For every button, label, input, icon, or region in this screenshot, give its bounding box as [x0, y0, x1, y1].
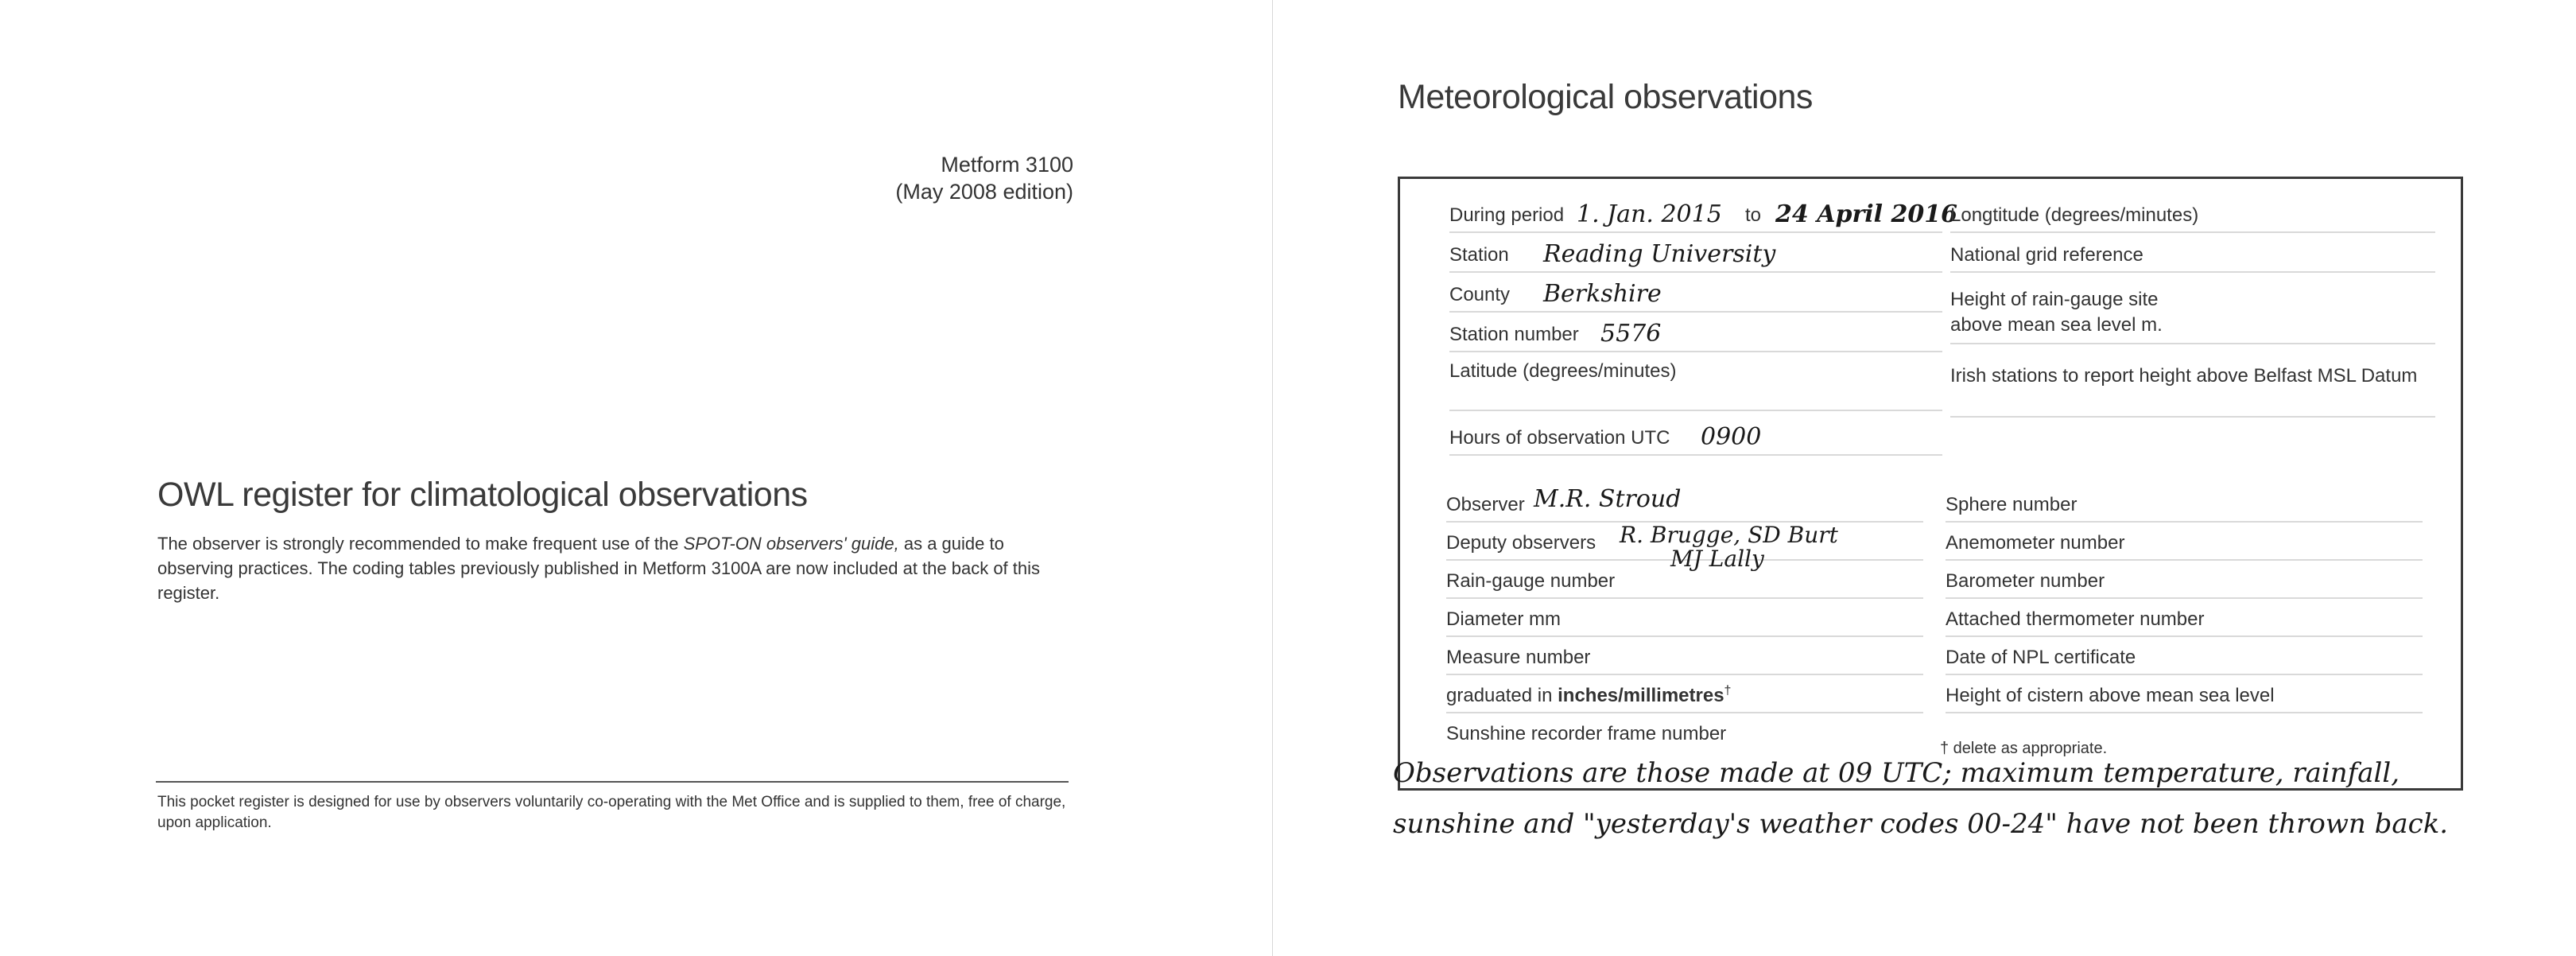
rain-height-row — [1950, 282, 2435, 344]
rain-height-line2: above mean sea level m. — [1950, 314, 2163, 336]
page-spine — [1272, 0, 1273, 956]
footnote-divider — [156, 781, 1069, 783]
thermometer-label: Attached thermometer number — [1946, 608, 2205, 630]
thermometer-row — [1946, 599, 2423, 637]
observations-note: Observations are those made at 09 UTC; maximum temperature, rainfall, sunshine and "yesterday's weather codes 00-24" have not been thrown back. — [1393, 757, 2449, 840]
station-details-form — [1398, 177, 2463, 791]
irish-label: Irish stations to report height above Belfast MSL Datum — [1950, 365, 2418, 387]
metform-number: Metform 3100 — [941, 153, 1073, 177]
anemometer-row — [1946, 523, 2423, 561]
latitude-row — [1449, 354, 1942, 411]
sphere-row — [1946, 484, 2423, 523]
page-title: Meteorological observations — [1398, 78, 1813, 116]
station-value: Reading University — [1543, 240, 1776, 268]
intro-guide-title: SPOT-ON observers' guide, — [683, 534, 899, 554]
grid-ref-label: National grid reference — [1950, 244, 2143, 266]
intro-text-before: The observer is strongly recommended to make frequent use of the — [157, 534, 684, 554]
sunshine-row — [1446, 713, 1923, 750]
hours-label: Hours of observation UTC — [1449, 427, 1670, 449]
graduated-dagger: † — [1724, 684, 1732, 698]
deputy-value-line1: R. Brugge, SD Burt — [1620, 522, 1838, 548]
observer-label: Observer — [1446, 494, 1525, 515]
diameter-label: Diameter mm — [1446, 608, 1562, 630]
county-row — [1449, 274, 1942, 313]
cistern-label: Height of cistern above mean sea level — [1946, 685, 2275, 706]
register-footnote: This pocket register is designed for use by observers voluntarily co-operating with the Met Office and is supplied to them, free of charge, upon application. — [157, 794, 1066, 831]
diameter-row — [1446, 599, 1923, 637]
irish-row — [1950, 359, 2435, 418]
metform-label — [763, 151, 1073, 205]
npl-label: Date of NPL certificate — [1946, 647, 2136, 668]
station-number-value: 5576 — [1600, 320, 1662, 348]
period-row — [1449, 195, 1957, 233]
longitude-label: Longtitude (degrees/minutes) — [1950, 204, 2199, 226]
graduated-label — [1446, 684, 1731, 707]
period-from-value: 1. Jan. 2015 — [1577, 200, 1722, 228]
station-label: Station — [1449, 244, 1509, 266]
metform-edition: (May 2008 edition) — [895, 180, 1073, 204]
measure-row — [1446, 637, 1923, 675]
measure-label: Measure number — [1446, 647, 1591, 668]
period-to-label: to — [1745, 204, 1762, 226]
sphere-label: Sphere number — [1946, 494, 2077, 515]
period-to-value: 24 April 2016 — [1775, 200, 1957, 228]
rain-height-label — [1950, 287, 2163, 338]
latitude-label: Latitude (degrees/minutes) — [1449, 360, 1677, 382]
graduated-row — [1446, 675, 1923, 713]
deputy-label: Deputy observers — [1446, 532, 1596, 554]
period-label: During period — [1449, 204, 1565, 226]
grid-ref-row — [1950, 235, 2435, 273]
cistern-row — [1946, 675, 2423, 713]
barometer-row — [1946, 561, 2423, 599]
county-value: Berkshire — [1543, 280, 1662, 308]
barometer-label: Barometer number — [1946, 570, 2105, 592]
anemometer-label: Anemometer number — [1946, 532, 2125, 554]
hours-row — [1449, 418, 1942, 456]
graduated-units: inches/millimetres — [1558, 685, 1724, 706]
observer-row — [1446, 484, 1923, 523]
deputy-value-line2: MJ Lally — [1670, 546, 1764, 572]
intro-text-after: as a guide to observing practices. The coding tables previously published in Metform 3100A are now included at the back of this register. — [157, 534, 1041, 603]
npl-row — [1946, 637, 2423, 675]
rain-gauge-row — [1446, 561, 1923, 599]
register-title: OWL register for climatological observations — [157, 476, 808, 514]
graduated-text: graduated in — [1446, 685, 1558, 706]
hours-value: 0900 — [1701, 423, 1762, 451]
station-number-row — [1449, 314, 1942, 352]
sunshine-label: Sunshine recorder frame number — [1446, 723, 1727, 744]
station-number-label: Station number — [1449, 324, 1579, 345]
observer-value: M.R. Stroud — [1534, 485, 1682, 513]
register-intro — [157, 531, 1080, 605]
rain-height-line1: Height of rain-gauge site — [1950, 289, 2159, 310]
rain-gauge-label: Rain-gauge number — [1446, 570, 1616, 592]
left-page — [0, 0, 1272, 956]
dagger-note: † delete as appropriate. — [1940, 740, 2108, 757]
longitude-row — [1950, 195, 2435, 233]
county-label: County — [1449, 284, 1511, 305]
deputy-row — [1446, 522, 1923, 572]
station-row — [1449, 235, 1942, 273]
